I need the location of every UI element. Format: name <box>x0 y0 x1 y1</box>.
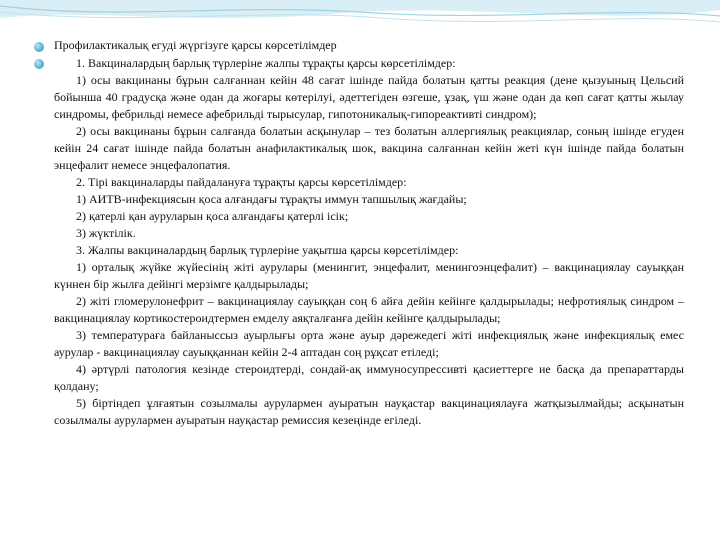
paragraph: 2. Тірі вакциналарды пайдалануға тұрақты қарсы көрсетілімдер: <box>76 175 407 189</box>
slide-content <box>34 38 684 429</box>
paragraph: 4) әртүрлі патология кезінде стероидтерді, сондай-ақ иммуносупрессивті қасиеттерге ие басқа да препараттарды қолдану; <box>54 362 684 393</box>
bullet-icon <box>34 42 44 52</box>
bullet-icon <box>34 59 44 69</box>
paragraph: 2) жіті гломерулонефрит – вакцинациялау сауыққан соң 6 айға дейін кейінге қалдырылады; нефротиялық синдром – вакцинациялау кортикостероидтермен емделу аяқталғанға дейін кейінге қалдырылады; <box>54 294 684 325</box>
paragraph: 2) осы вакцинаны бұрын салғанда болатын асқынулар – тез болатын аллергиялық реакциялар, соның ішінде егуден кейін 24 сағат ішінде пайда болатын анафилактикалық шок, вакцина салғаннан кейін жеті күн ішінде пайда болатын энцефалит немесе энцефалопатия. <box>54 124 684 172</box>
heading-row <box>34 38 684 53</box>
paragraph: 1) осы вакцинаны бұрын салғаннан кейін 48 сағат ішінде пайда болатын қатты реакция (дене қызуының Цельсий бойынша 40 градусқа және одан да жоғары көтерілуі, әдеттегіден өзгеше, ұзақ, үш және одан да көп сағат қатты жылау синдромы, фебрильді немесе афебрильді тырысулар, гипотоникалық-гипореактивті синдром); <box>54 73 684 121</box>
body-row <box>34 55 684 429</box>
paragraph: 3. Жалпы вакциналардың барлық түрлеріне уақытша қарсы көрсетілімдер: <box>76 243 459 257</box>
paragraph: 5) біртіндеп ұлғаятын созылмалы аурулармен ауыратын науқастар вакцинациялауға жатқызылмайды; асқынатын созылмалы аурулармен ауыратын науқастар ремиссия кезеңінде егіледі. <box>54 396 684 427</box>
paragraph: 3) температураға байланыссыз ауырлығы орта және ауыр дәрежедегі жіті инфекциялық және инфекциялық емес аурулар - вакцинациялау сауыққаннан кейін 2-4 аптадан соң рұқсат етіледі; <box>54 328 684 359</box>
slide-heading: Профилактикалық егуді жүргізуге қарсы көрсетілімдер <box>54 38 337 52</box>
paragraph: 1. Вакциналардың барлық түрлеріне жалпы тұрақты қарсы көрсетілімдер: <box>76 56 456 70</box>
decorative-wave-banner <box>0 0 720 40</box>
paragraph: 1) АИТВ-инфекциясын қоса алғандағы тұрақты иммун тапшылық жағдайы; <box>76 192 467 206</box>
body-text <box>54 55 684 429</box>
paragraph: 1) орталық жүйке жүйесінің жіті аурулары (менингит, энцефалит, менингоэнцефалит) – вакцинациялау сауыққан күннен бір жылға дейінгі мерзімге қалдырылады; <box>54 260 684 291</box>
paragraph: 2) қатерлі қан ауруларын қоса алғандағы қатерлі ісік; <box>76 209 349 223</box>
paragraph: 3) жүктілік. <box>76 226 136 240</box>
